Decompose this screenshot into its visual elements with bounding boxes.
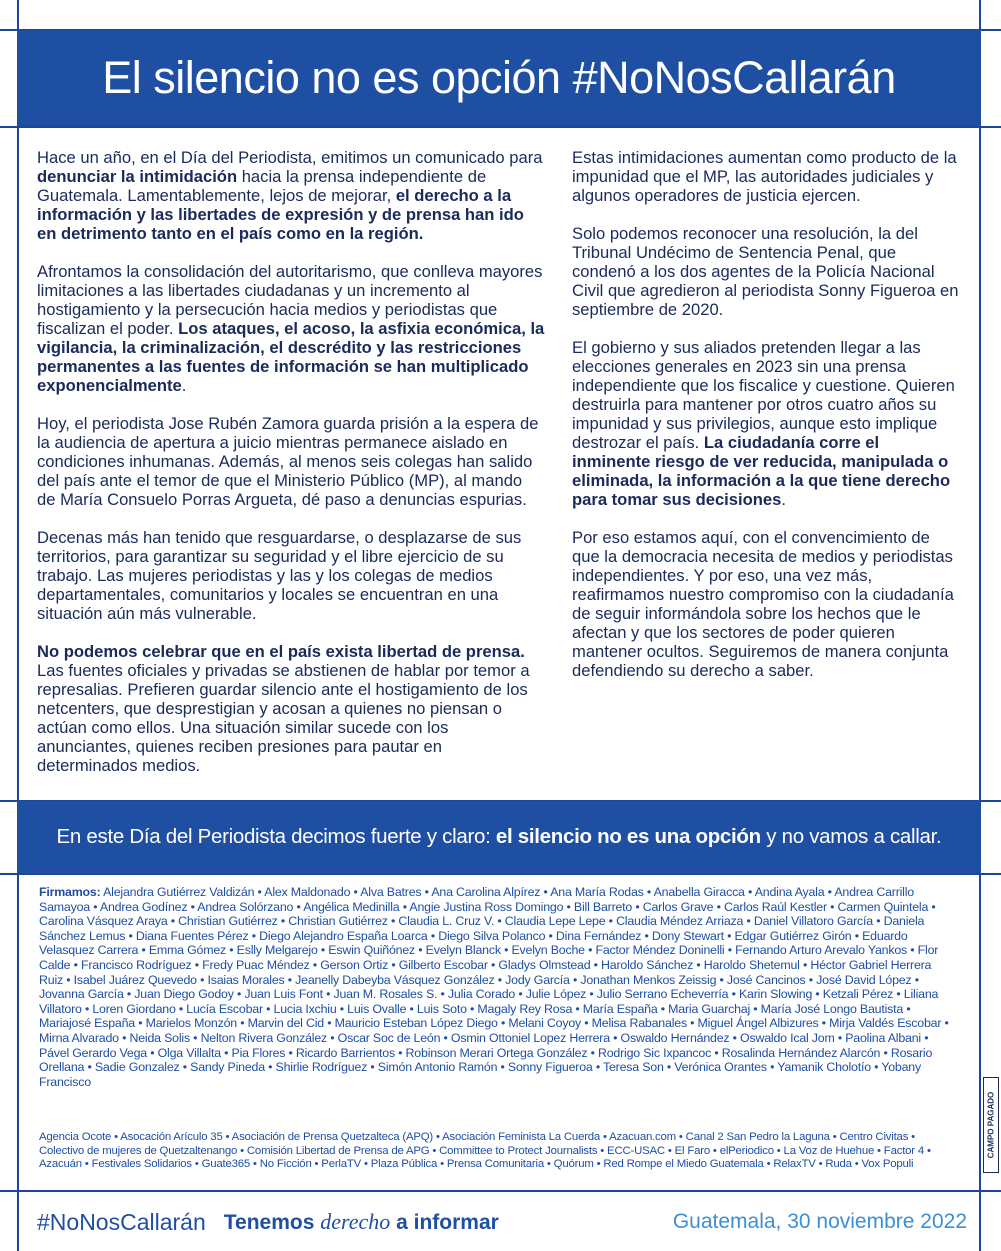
- bold-run: La ciudadanía corre el inminente riesgo de ver reducida, manipulada o eliminada, la información a la que tiene derecho para tomar sus decisiones: [572, 433, 951, 509]
- footer-hashtag: #NoNosCallarán: [37, 1208, 206, 1235]
- left-column: [37, 148, 545, 794]
- organizations-list: Agencia Ocote • Asocación Arículo 35 • Asociación de Prensa Quetzalteca (APQ) • Asociación Feminista La Cuerda • Azacuan.com • Canal 2 San Pedro la Laguna • Centro Civitas • Colectivo de mujeres de Quetzaltenango • Comisión Libertad de Prensa de APG • Committee to Protect Journalists • ECC-USAC • El Faro • elPeriodico • La Voz de Huehue • Factor 4 • Azacuán • Festivales Solidarios • Guate365 • No Ficción • PerlaTV • Plaza Pública • Prensa Comunitaria • Quórum • Red Rompe el Miedo Guatemala • RelaxTV • Ruda • Vox Populi: [39, 1131, 931, 1171]
- text-run: Hoy, el periodista Jose Rubén Zamora guarda prisión a la espera de la audiencia de apertura a juicio mientras permanece aislado en condiciones inhumanas. Además, al menos seis colegas han salido del país ante el temor de que el Ministerio Público (MP), al mando de María Consuelo Porras Argueta, dé paso a denuncias espurias.: [37, 414, 539, 509]
- text-run: .: [781, 490, 786, 509]
- title-divider: [0, 126, 1001, 128]
- text-run: hacia la prensa independiente de Guatemala. Lamentablemente, lejos de mejorar,: [37, 167, 487, 205]
- text-run: El gobierno y sus aliados pretenden llegar a las elecciones generales en 2023 sin una prensa independiente que los fiscalice y cuestione. Quieren destruirla para mantener por otros cuatro años su impunidad y sus privilegios, aunque esto implique destrozar el país.: [572, 338, 955, 452]
- text-run: Afrontamos la consolidación del autoritarismo, que conlleva mayores limitaciones a las libertades ciudadanas y un incremento al hostigamiento y la persecución hacia medios y periodistas que fiscalizan el poder.: [37, 262, 543, 338]
- bold-run: denunciar la intimidación: [37, 167, 238, 186]
- text-run: Hace un año, en el Día del Periodista, emitimos un comunicado para: [37, 148, 543, 167]
- text-run: En este Día del Periodista decimos fuerte y claro:: [56, 825, 496, 848]
- left-border-line: [17, 0, 19, 1251]
- bold-run: el silencio no es una opción: [495, 825, 761, 848]
- text-run: y no vamos a callar.: [760, 825, 942, 848]
- text-run: Por eso estamos aquí, con el convencimiento de que la democracia necesita de medios y periodistas independientes. Y por eso, una vez más, reafirmamos nuestro compromiso con la ciudadanía de seguir informándola sobre los hechos que le afectan y que los sectores de poder quieren mantener ocultos. Seguiremos de manera conjunta defendiendo su derecho a saber.: [572, 528, 954, 680]
- paragraph: [37, 528, 545, 623]
- right-column: [572, 148, 962, 699]
- text-run: Estas intimidaciones aumentan como producto de la impunidad que el MP, las autoridades judiciales y algunos operadores de justicia ejercen.: [572, 148, 957, 205]
- paragraph: [37, 148, 545, 243]
- text-run: Decenas más han tenido que resguardarse, o desplazarse de sus territorios, para garantizar su seguridad y el libre ejercicio de su trabajo. Las mujeres periodistas y las y los colegas de medios departamentales, comunitarios y locales se encuentran en una situación aún más vulnerable.: [37, 528, 522, 623]
- statement-banner: [17, 801, 981, 873]
- footer-tagline: [224, 1209, 499, 1235]
- title-banner: [17, 30, 981, 126]
- statement-bottom-divider: [0, 873, 1001, 875]
- tagline-post: a informar: [390, 1211, 499, 1234]
- signers-names: Alejandra Gutiérrez Valdizán • Alex Maldonado • Alva Batres • Ana Carolina Alpírez • Ana María Rodas • Anabella Giracca • Andina Ayala • Andrea Carrillo Samayoa • Andrea Godínez • Andrea Solórzano • Angélica Medinilla • Angie Justina Ross Domingo • Bill Barreto • Carlos Grave • Carlos Raúl Kestler • Carmen Quintela • Carolina Vásquez Araya • Christian Gutiérrez • Christian Gutiérrez • Claudia L. Cruz V. • Claudia Lepe Lepe • Claudia Méndez Arriaza • Daniel Villatoro García • Daniela Sánchez Lemus • Diana Fuentes Pérez • Diego Alejandro España Loarca • Diego Silva Polanco • Dina Fernández • Dony Stewart • Edgar Gutiérrez Girón • Eduardo Velasquez Carrera • Emma Gómez • Eslly Melgarejo • Eswin Quiñónez • Evelyn Blanck • Evelyn Boche • Factor Méndez Doninelli • Fernando Arturo Arevalo Yankos • Flor Calde • Francisco Rodríguez • Fredy Puac Méndez • Gerson Ortiz • Gilberto Escobar • Gladys Olmstead • Haroldo Sánchez • Haroldo Shetemul • Héctor Gabriel Herrera Ruiz • Isabel Juárez Quevedo • Isaias Morales • Jeanelly Dabeyba Vásquez González • Jody García • Jonathan Menkos Zeissig • José Cancinos • José David López • Jovanna García • Juan Diego Godoy • Juan Luis Font • Juan M. Rosales S. • Julia Corado • Julie López • Julio Serrano Echeverría • Karin Slowing • Ketzali Pérez • Liliana Villatoro • Loren Giordano • Lucía Escobar • Lucia Ixchiu • Luis Ovalle • Luis Soto • Magaly Rey Rosa • María España • Maria Guarchaj • María José Longo Bautista • Mariajosé España • Marielos Monzón • Marvin del Cid • Mauricio Esteban López Diego • Melani Coyoy • Melisa Rabanales • Miguel Ángel Albizures • Mirja Valdés Escobar • Mirna Alvarado • Neida Solis • Nelton Rivera González • Oscar Soc de León • Osmin Ottoniel Lopez Herrera • Oswaldo Hernández • Oswaldo Ical Jom • Paolina Albani • Pável Gerardo Vega • Olga Villalta • Pia Flores • Ricardo Barrientos • Robinson Merari Ortega González • Rodrigo Sic Ixpancoc • Rosalinda Hernández Alarcón • Rosario Orellana • Sadie Gonzalez • Sandy Pineda • Shirlie Rodríguez • Simón Antonio Ramón • Sonny Figueroa • Teresa Son • Verónica Orantes • Yamanik Cholotío • Yobany Francisco: [39, 885, 949, 1089]
- bold-run: el derecho a la información y las libertades de expresión y de prensa han ido en detrimento tanto en el país como en la región.: [37, 186, 524, 243]
- paid-label: CAMPO PAGADO: [986, 1091, 996, 1159]
- statement-text: [57, 825, 942, 849]
- paragraph: [37, 642, 545, 775]
- paragraph: [572, 148, 962, 205]
- signers-label: Firmamos:: [39, 885, 101, 899]
- paragraph: [37, 414, 545, 509]
- title-hashtag: #NoNosCallarán: [572, 52, 896, 103]
- bold-run: No podemos celebrar que en el país exista libertad de prensa.: [37, 642, 525, 661]
- paragraph: [572, 528, 962, 680]
- paragraph: [572, 338, 962, 509]
- tagline-emphasis: derecho: [320, 1209, 391, 1234]
- paragraph: [37, 262, 545, 395]
- text-run: .: [181, 376, 187, 395]
- footer-divider: [0, 1190, 1001, 1192]
- tagline-pre: Tenemos: [223, 1211, 321, 1234]
- paragraph: [572, 224, 962, 319]
- page-title: [102, 52, 895, 104]
- right-border-line: [979, 0, 981, 1251]
- footer: [37, 1207, 967, 1237]
- title-main: El silencio no es opción: [102, 52, 561, 103]
- text-run: Solo podemos reconocer una resolución, la del Tribunal Undécimo de Sentencia Penal, que condenó a los dos agentes de la Policía Nacional Civil que agredieron al periodista Sonny Figueroa en septiembre de 2020.: [572, 224, 959, 319]
- paid-campaign-badge: [983, 1077, 999, 1173]
- footer-place-date: Guatemala, 30 noviembre 2022: [672, 1210, 967, 1233]
- bold-run: Los ataques, el acoso, la asfixia económica, la vigilancia, la criminalización, el descrédito y las restricciones permanentes a las fuentes de información se han multiplicado exponencialmente: [37, 319, 545, 395]
- text-run: Las fuentes oficiales y privadas se abstienen de hablar por temor a represalias. Prefieren guardar silencio ante el hostigamiento de los netcenters, que desprestigian y acosan a quienes no piensan o actúan como ellos. Una situación similar sucede con los anunciantes, quienes reciben presiones para pautar en determinados medios.: [37, 661, 530, 775]
- signers-list: [39, 885, 955, 1089]
